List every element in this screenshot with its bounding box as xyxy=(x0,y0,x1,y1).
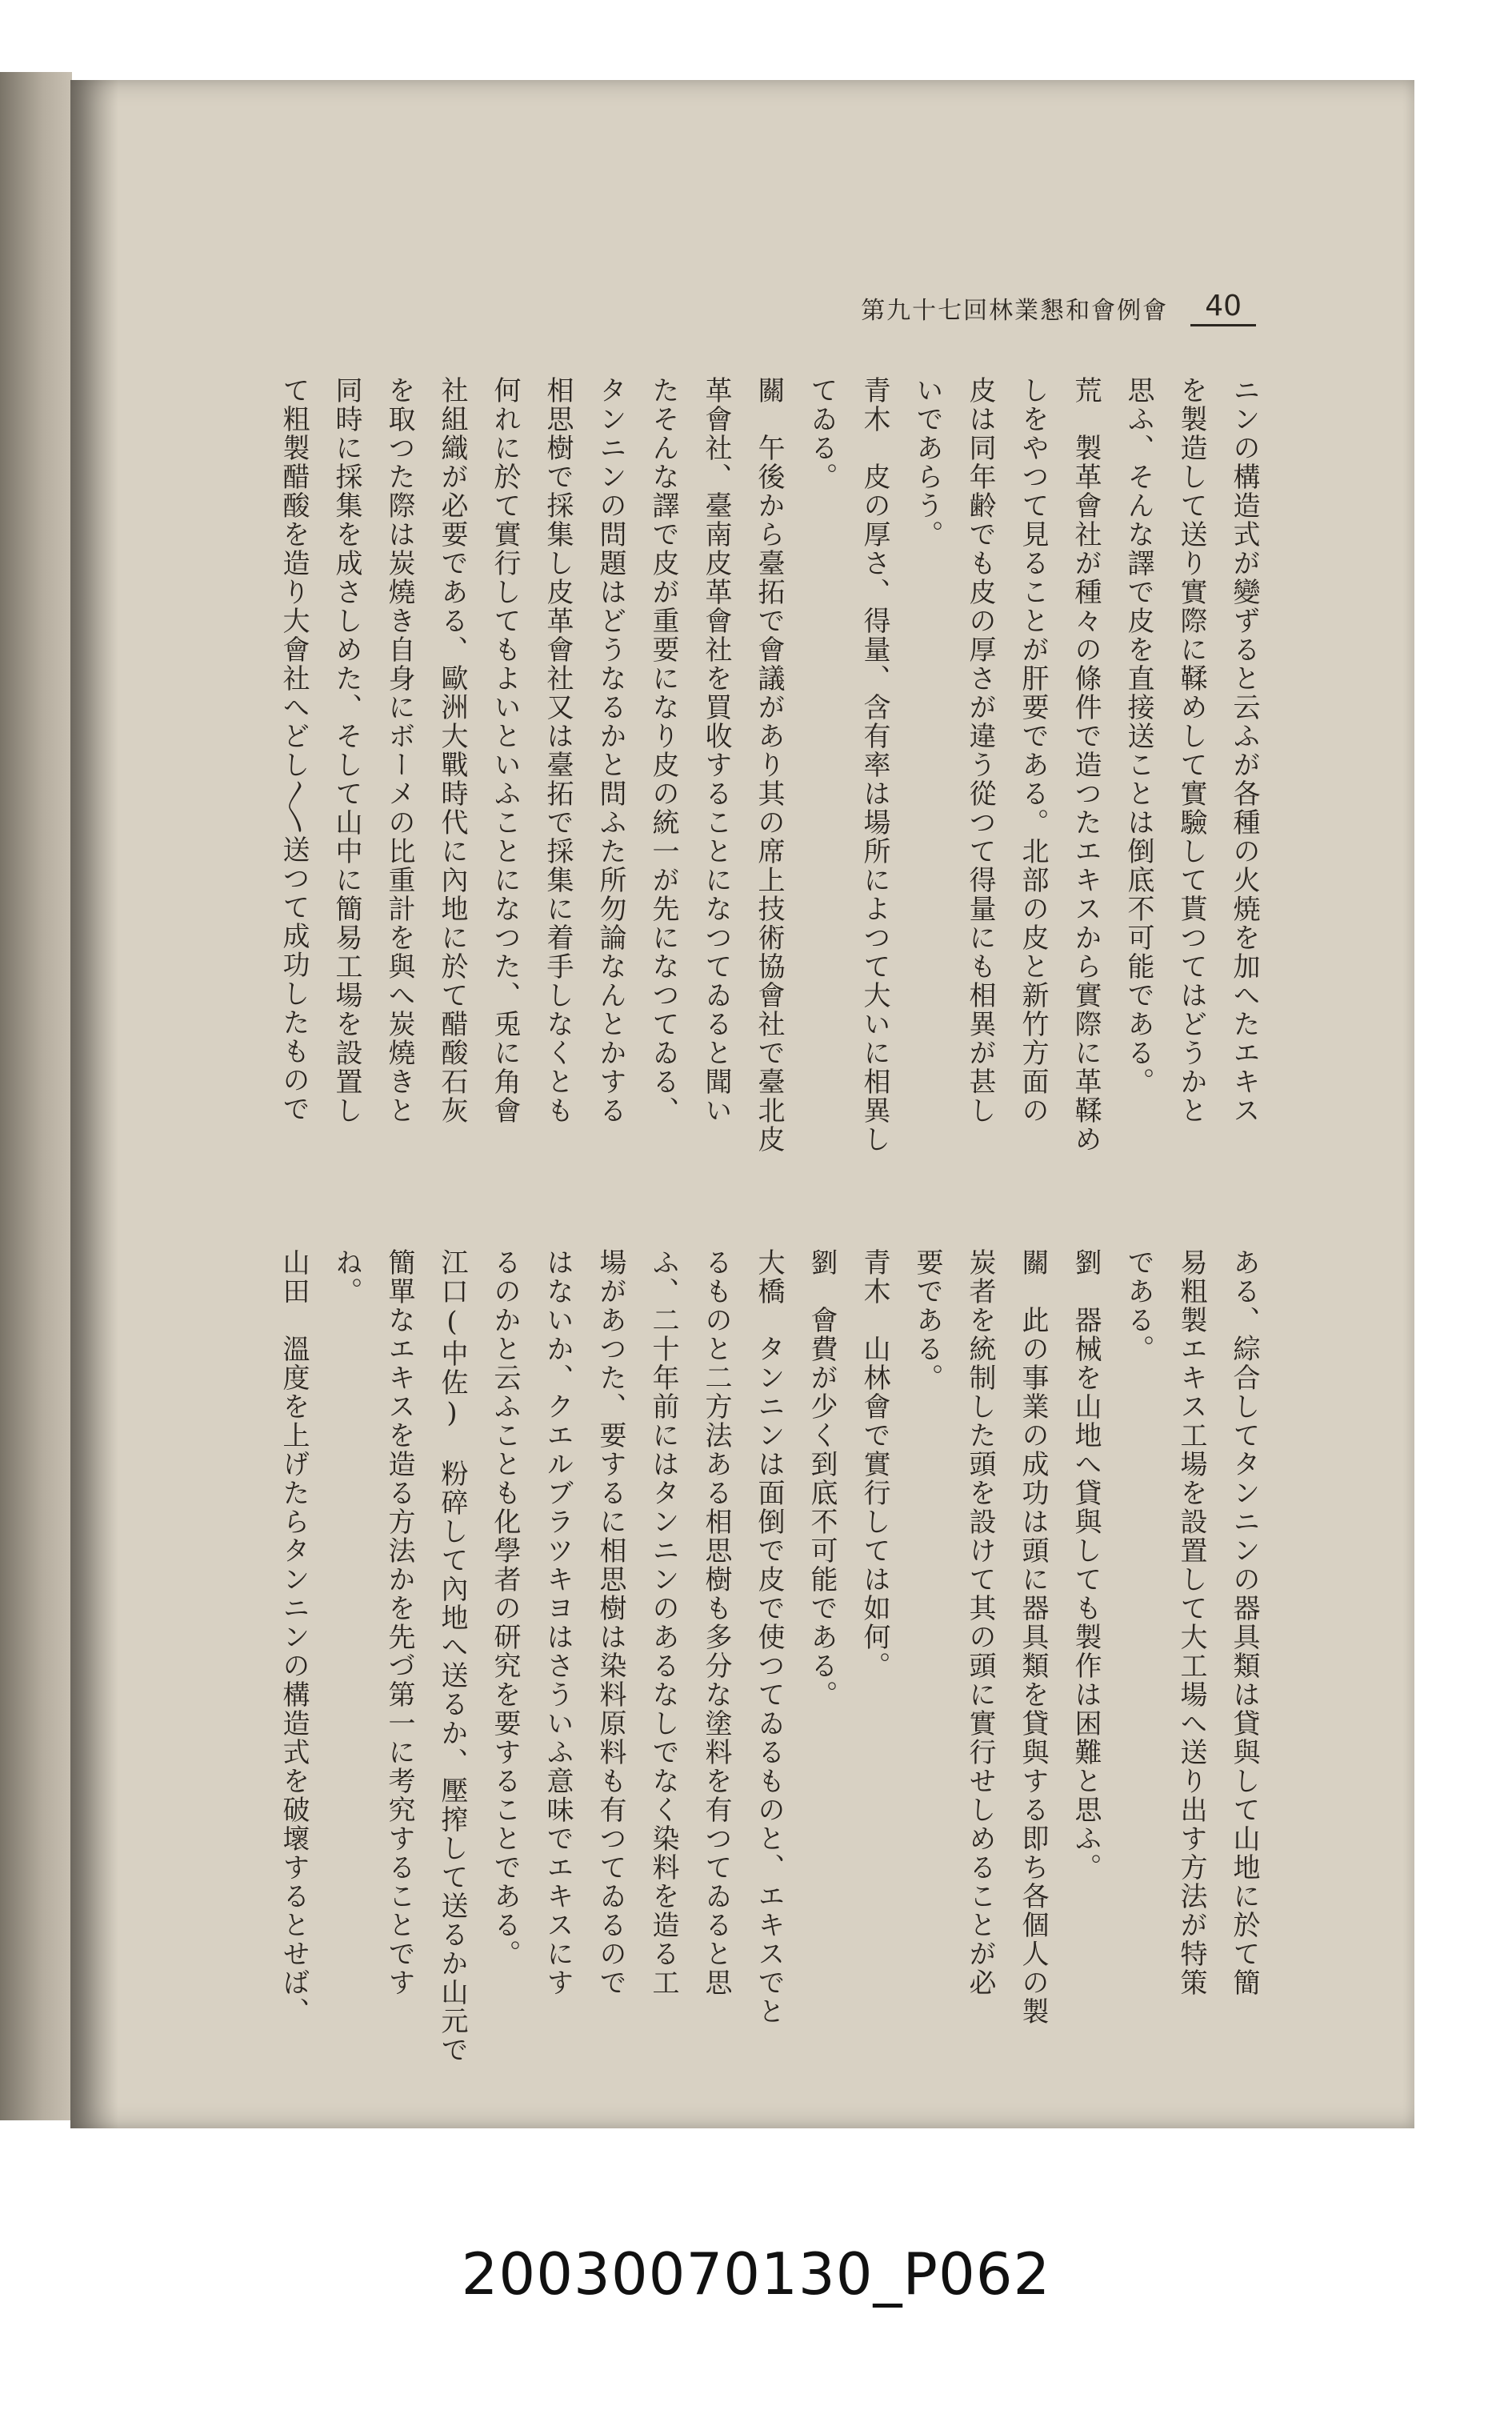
previous-page-edge xyxy=(0,72,72,2120)
text-line: 簡單なエキスを造る方法かを先づ第一に考究することです xyxy=(383,1248,415,1997)
text-line: 要である。 xyxy=(911,1248,943,1392)
text-line: いであらう。 xyxy=(911,376,943,549)
text-line: 同時に採集を成さしめた、そして山中に簡易工場を設置し xyxy=(330,376,362,1125)
text-line: 何れに於て實行してもよいといふことになつた、兎に角會 xyxy=(489,376,521,1125)
text-line: ニンの構造式が變ずると云ふが各種の火焼を加へたエキス xyxy=(1228,376,1260,1125)
text-line: てゐる。 xyxy=(806,376,838,491)
text-line: 青木 山林會で實行しては如何。 xyxy=(858,1248,890,1680)
text-line: 青木 皮の厚さ、得量、含有率は場所によつて大いに相異し xyxy=(858,376,890,1154)
text-line: ある、綜合してタンニンの器具類は貸與して山地に於て簡 xyxy=(1228,1248,1260,1997)
text-line: である。 xyxy=(1122,1248,1154,1363)
text-line: 相思樹で採集し皮革會社又は臺拓で採集に着手しなくとも xyxy=(542,376,574,1125)
text-line: 易粗製エキス工場を設置して大工場へ送り出す方法が特策 xyxy=(1175,1248,1207,1997)
text-line: 劉 器械を山地へ貸與しても製作は困難と思ふ。 xyxy=(1070,1248,1102,1882)
text-line: 荒 製革會社が種々の條件で造つたエキスから實際に革鞣め xyxy=(1070,376,1102,1154)
text-line: 社組織が必要である、歐洲大戰時代に內地に於て醋酸石灰 xyxy=(436,376,468,1125)
text-line: はないか、クエルブラツキヨはさういふ意味でエキスにす xyxy=(542,1248,574,1997)
text-line: 山田 溫度を上げたらタンニンの構造式を破壞するとせば、 xyxy=(278,1248,310,2026)
text-line: 江口(中佐) 粉碎して內地へ送るか、壓搾して送るか山元で xyxy=(436,1248,468,2064)
text-line: 關 此の事業の成功は頭に器具類を貸與する即ち各個人の製 xyxy=(1017,1248,1049,2026)
text-line: 思ふ、そんな譯で皮を直接送ことは倒底不可能である。 xyxy=(1122,376,1154,1096)
text-line: るものと二方法ある相思樹も多分な塗料を有つてゐると思 xyxy=(700,1248,732,1997)
header-title: 第九十七回林業懇和會例會 xyxy=(861,297,1169,325)
text-line: 場があつた、要するに相思樹は染料原料も有つてゐるので xyxy=(594,1248,626,1997)
running-header xyxy=(840,284,1256,332)
text-line: タンニンの問題はどうなるかと問ふた所勿論なんとかする xyxy=(594,376,626,1125)
text-line: を製造して送り實際に鞣めして實驗して貰つてはどうかと xyxy=(1175,376,1207,1125)
archive-id-caption: 20030070130_P062 xyxy=(461,2240,1051,2308)
page-number: 40 xyxy=(1190,290,1256,326)
text-line: しをやつて見ることが肝要である。北部の皮と新竹方面の xyxy=(1017,376,1049,1125)
text-line: を取つた際は炭燒き自身にボーメの比重計を與へ炭燒きと xyxy=(383,376,415,1125)
text-line: て粗製醋酸を造り大會社へどし〳〵送つて成功したもので xyxy=(278,376,310,1123)
text-line: 大橋 タンニンは面倒で皮で使つてゐるものと、エキスでと xyxy=(753,1248,785,2026)
lower-text-block xyxy=(206,1248,1270,2096)
text-line: 劉 會費が少く到底不可能である。 xyxy=(806,1248,838,1709)
text-line: るのかと云ふことも化學者の研究を要することである。 xyxy=(489,1248,521,1968)
text-line: 關 午後から臺拓で會議があり其の席上技術協會社で臺北皮 xyxy=(753,376,785,1154)
upper-text-block xyxy=(206,376,1270,1208)
page-gutter-shadow xyxy=(70,80,118,2128)
text-line: 革會社、臺南皮革會社を買收することになつてゐると聞い xyxy=(700,376,732,1125)
text-line: 皮は同年齢でも皮の厚さが違う從つて得量にも相異が甚し xyxy=(964,376,996,1125)
text-line: ふ、二十年前にはタンニンのあるなしでなく染料を造る工 xyxy=(647,1248,679,1997)
text-line: 炭者を統制した頭を設けて其の頭に實行せしめることが必 xyxy=(964,1248,996,1997)
text-line: ね。 xyxy=(330,1248,362,1306)
text-line: たそんな譯で皮が重要になり皮の統一が先になつてゐる、 xyxy=(647,376,679,1125)
